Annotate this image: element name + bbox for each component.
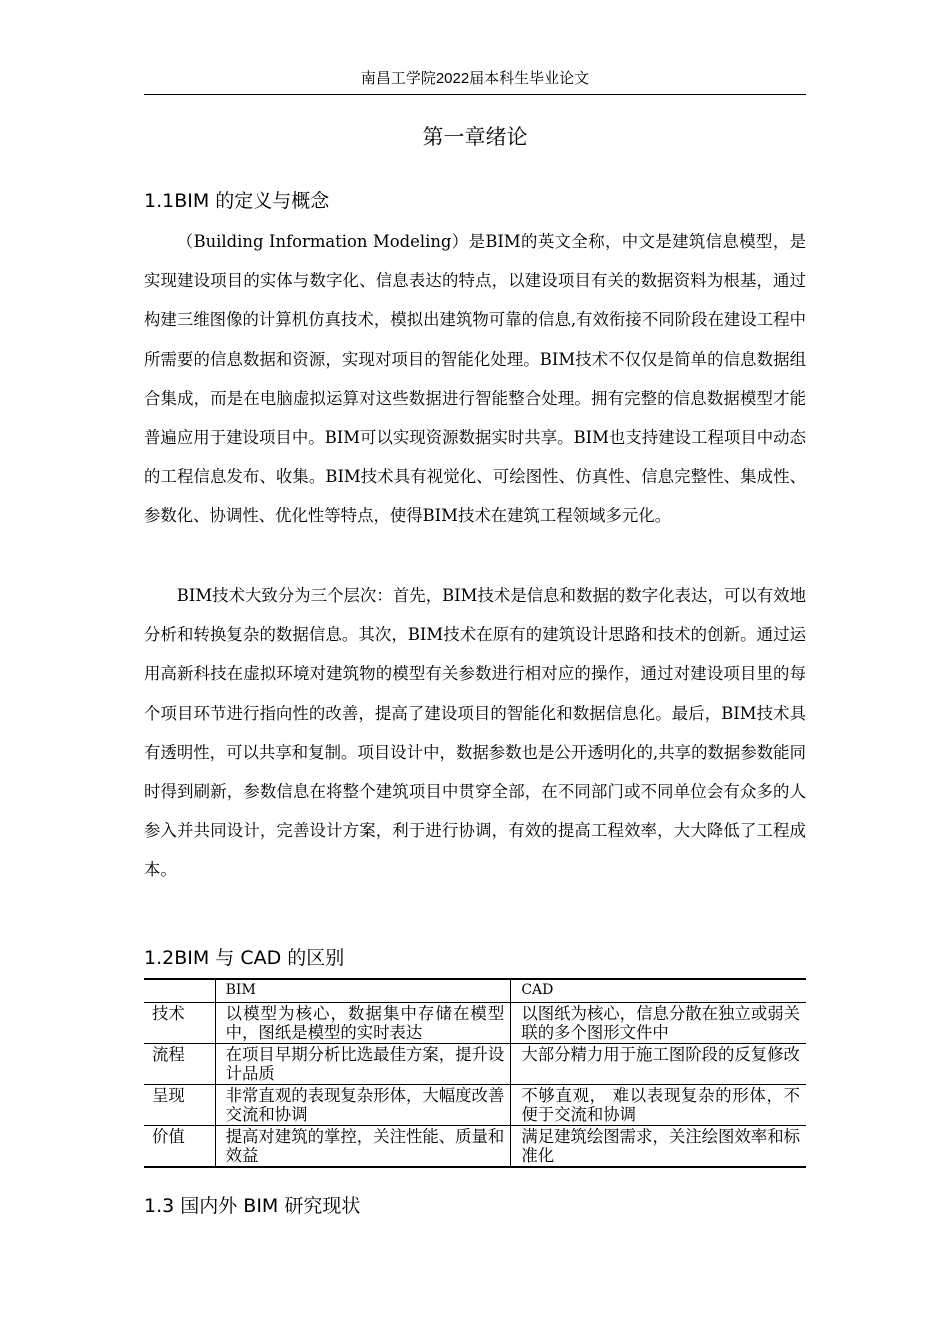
chapter-title: 第一章绪论 [422, 125, 528, 149]
table-row [144, 1003, 806, 1044]
table-row [144, 1085, 806, 1126]
section-heading-1-1: 1.1BIM 的定义与概念 [144, 190, 330, 212]
paragraph-bim-definition: （Building Information Modeling）是BIM的英文全称，中文是建筑信息模型，是实现建设项目的实体与数字化、信息表达的特点，以建设项目有关的数据资料为根基，通过构建三维图像的计算机仿真技术，模拟出建筑物可靠的信息,有效衔接不同阶段在建设工程中所需要的信息数据和资源，实现对项目的智能化处理。BIM技术不仅仅是简单的信息数据组合集成，而是在电脑虚拟运算对这些数据进行智能整合处理。拥有完整的信息数据模型才能普遍应用于建设项目中。BIM可以实现资源数据实时共享。BIM也支持建设工程项目中动态的工程信息发布、收集。BIM技术具有视觉化、可绘图性、仿真性、信息完整性、集成性、参数化、协调性、优化性等特点，使得BIM技术在建筑工程领域多元化。 [144, 232, 806, 526]
table-row-label: 呈现 [144, 1085, 215, 1126]
section-heading-1-3: 1.3 国内外 BIM 研究现状 [144, 1195, 361, 1217]
page-header: 南昌工学院2022届本科生毕业论文 [144, 66, 806, 95]
table-cell-cad: 以图纸为核心，信息分散在独立或弱关联的多个图形文件中 [511, 1003, 806, 1044]
table-header-cell: BIM [215, 979, 511, 1003]
table-row [144, 1044, 806, 1085]
bim-cad-comparison-table [144, 978, 806, 1168]
table-cell-bim: 以模型为核心，数据集中存储在模型中，图纸是模型的实时表达 [215, 1003, 511, 1044]
table-header-cell: CAD [511, 979, 806, 1003]
table-row-label: 价值 [144, 1126, 215, 1168]
table-cell-cad: 不够直观， 难以表现复杂的形体，不便于交流和协调 [511, 1085, 806, 1126]
table-cell-bim: 在项目早期分析比选最佳方案，提升设计品质 [215, 1044, 511, 1085]
section-heading-1-2: 1.2BIM 与 CAD 的区别 [144, 947, 345, 969]
paragraph-bim-levels: BIM技术大致分为三个层次：首先，BIM技术是信息和数据的数字化表达，可以有效地分析和转换复杂的数据信息。其次，BIM技术在原有的建筑设计思路和技术的创新。通过运用高新科技在虚拟环境对建筑物的模型有关参数进行相对应的操作，通过对建设项目里的每个项目环节进行指向性的改善，提高了建设项目的智能化和数据信息化。最后，BIM技术具有透明性，可以共享和复制。项目设计中，数据参数也是公开透明化的,共享的数据参数能同时得到刷新，参数信息在将整个建筑项目中贯穿全部，在不同部门或不同单位会有众多的人参入并共同设计，完善设计方案，利于进行协调，有效的提高工程效率，大大降低了工程成本。 [144, 586, 806, 880]
table-header-row [144, 979, 806, 1003]
table-row [144, 1126, 806, 1168]
table-cell-bim: 非常直观的表现复杂形体，大幅度改善交流和协调 [215, 1085, 511, 1126]
table-row-label: 技术 [144, 1003, 215, 1044]
table-cell-cad: 大部分精力用于施工图阶段的反复修改 [511, 1044, 806, 1085]
table-cell-cad: 满足建筑绘图需求，关注绘图效率和标准化 [511, 1126, 806, 1168]
table-row-label: 流程 [144, 1044, 215, 1085]
table-header-cell [144, 979, 215, 1003]
table-cell-bim: 提高对建筑的掌控，关注性能、质量和效益 [215, 1126, 511, 1168]
